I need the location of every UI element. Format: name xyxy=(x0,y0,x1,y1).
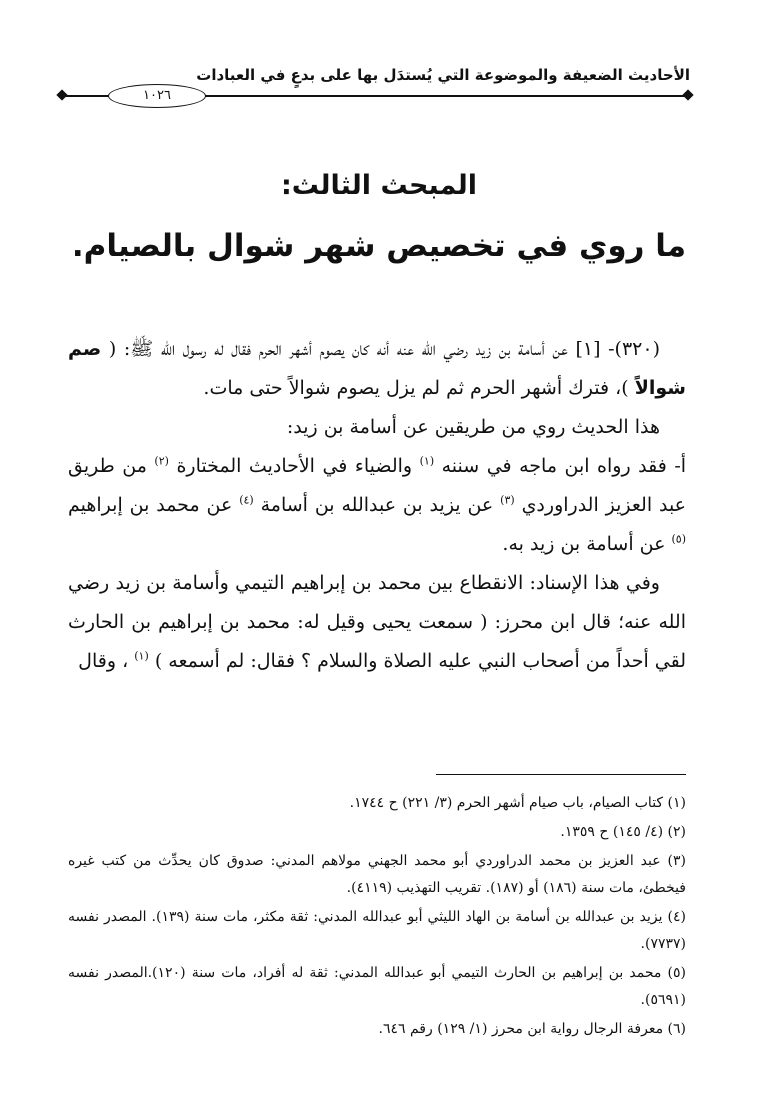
footnote: (٣) عبد العزيز بن محمد الدراوردي أبو محمد الجهني مولاهم المدني: صدوق كان يحدِّث من كتب غيره فيخطئ، مات سنة (١٨٦) أو (١٨٧). تقريب التهذيب (٤١١٩). xyxy=(68,853,686,896)
footnote: (٢) (٤/ ١٤٥) ح ١٣٥٩. xyxy=(560,824,686,840)
first-path-paragraph xyxy=(68,447,686,564)
footnote-ref-5: (٥) xyxy=(671,532,686,546)
rule-ornament-right xyxy=(682,89,693,100)
hadith-text-end: )، فترك أشهر الحرم ثم لم يزل يصوم شوالاً حتى مات. xyxy=(203,377,629,399)
text-segment: عن يزيد بن عبدالله بن أسامة xyxy=(260,494,494,516)
text-segment: أ- فقد رواه ابن ماجه في سننه xyxy=(441,455,687,477)
hadith-quote: صم شوالاً xyxy=(68,338,686,399)
section-title: ما روي في تخصيص شهر شوال بالصيام. xyxy=(71,228,687,264)
footnote-ref-4: (٤) xyxy=(239,493,254,507)
footnote-ref-2: (٢) xyxy=(154,454,169,468)
footnote: (٥) محمد بن إبراهيم بن الحارث التيمي أبو عبدالله المدني: ثقة له أفراد، مات سنة (١٢٠).المصدر نفسه (٥٦٩١). xyxy=(68,965,686,1008)
rule-ornament-left xyxy=(56,89,67,100)
footnote: (٤) يزيد بن عبدالله بن أسامة بن الهاد الليثي أبو عبدالله المدني: ثقة مكثر، مات سنة (١٣٩). المصدر نفسه (٧٧٣٧). xyxy=(68,909,686,952)
text-segment: من طريق عبد العزيز الدراوردي xyxy=(68,455,687,516)
text-segment: عن أسامة بن زيد به. xyxy=(502,533,666,555)
text-segment: وفي هذا الإسناد: الانقطاع بين محمد بن إبراهيم التيمي وأسامة بن زيد رضي الله عنه؛ قال ابن محرز: ( سمعت يحيى وقيل له: محمد بن إبراهيم بن الحارث لقي أحداً من أصحاب النبي عليه الصلاة والسلام ؟ فقال: لم أسمعه ) xyxy=(68,572,686,672)
footnote-separator xyxy=(436,774,686,775)
footnote-ref-1: (١) xyxy=(419,454,435,468)
section-label: المبحث الثالث: xyxy=(280,170,478,201)
isnad-paragraph xyxy=(68,564,686,681)
footnote: (١) كتاب الصيام، باب صيام أشهر الحرم (٣/ ٢٢١) ح ١٧٤٤. xyxy=(349,795,686,811)
footnote-ref-6: (١) xyxy=(134,649,149,663)
footnotes xyxy=(68,790,686,1045)
hadith-paragraph xyxy=(68,330,686,408)
footnote: (٦) معرفة الرجال رواية ابن محرز (١/ ١٢٩) رقم ٦٤٦. xyxy=(378,1021,686,1037)
hadith-text-start: (٣٢٠)- [١] عن أسامة بن زيد رضي الله عنه أنه كان يصوم أشهر الحرم فقال له رسول الله ﷺ: ( xyxy=(108,338,660,360)
paths-intro: هذا الحديث روي من طريقين عن أسامة بن زيد: xyxy=(286,416,660,438)
body-text xyxy=(68,330,686,681)
running-header-title: الأحاديث الضعيفة والموضوعة التي يُستدَل بها على بدعٍ في العبادات xyxy=(196,66,690,84)
text-segment: عن محمد بن إبراهيم xyxy=(68,494,233,516)
text-segment: ، وقال xyxy=(78,650,129,672)
footnote-ref-3: (٣) xyxy=(500,493,515,507)
text-segment: والضياء في الأحاديث المختارة xyxy=(176,455,413,477)
page-number: ١٠٢٦ xyxy=(108,84,206,108)
